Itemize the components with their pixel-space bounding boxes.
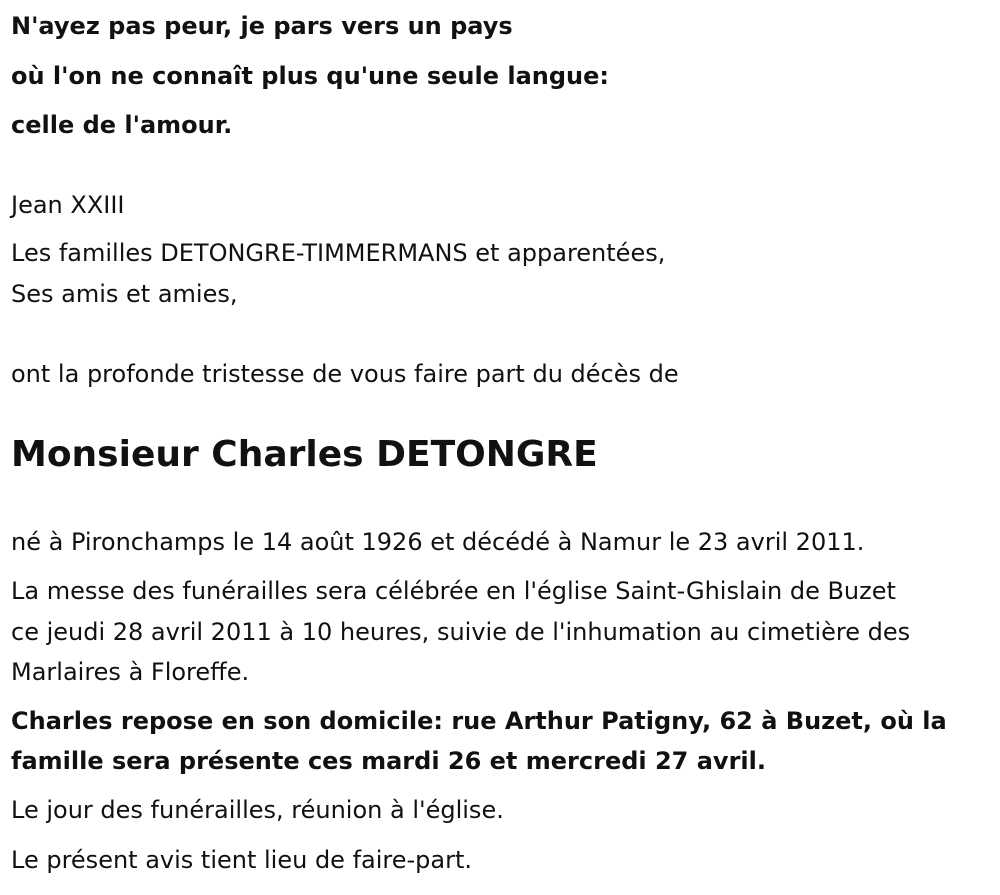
- visitation-line-2: famille sera présente ces mardi 26 et mercredi 27 avril.: [11, 747, 766, 775]
- notice-text: Le présent avis tient lieu de faire-part.: [11, 846, 473, 874]
- quote-author: Jean XXIII: [11, 191, 125, 219]
- families-line-2: Ses amis et amies,: [11, 280, 238, 308]
- quote-line-2: où l'on ne connaît plus qu'une seule langue:: [11, 62, 609, 90]
- birth-death-text: né à Pironchamps le 14 août 1926 et décédé à Namur le 23 avril 2011.: [11, 528, 865, 556]
- deceased-name: Monsieur Charles DETONGRE: [11, 434, 598, 475]
- quote-line-1: N'ayez pas peur, je pars vers un pays: [11, 12, 513, 40]
- announcement-text: ont la profonde tristesse de vous faire part du décès de: [11, 360, 679, 388]
- funeral-line-1: La messe des funérailles sera célébrée en l'église Saint-Ghislain de Buzet: [11, 577, 896, 605]
- visitation-line-1: Charles repose en son domicile: rue Arthur Patigny, 62 à Buzet, où la: [11, 707, 947, 735]
- families-line-1: Les familles DETONGRE-TIMMERMANS et apparentées,: [11, 239, 666, 267]
- quote-line-3: celle de l'amour.: [11, 111, 233, 139]
- funeral-line-2: ce jeudi 28 avril 2011 à 10 heures, suivie de l'inhumation au cimetière des: [11, 618, 911, 646]
- meeting-text: Le jour des funérailles, réunion à l'église.: [11, 796, 504, 824]
- funeral-line-3: Marlaires à Floreffe.: [11, 658, 250, 686]
